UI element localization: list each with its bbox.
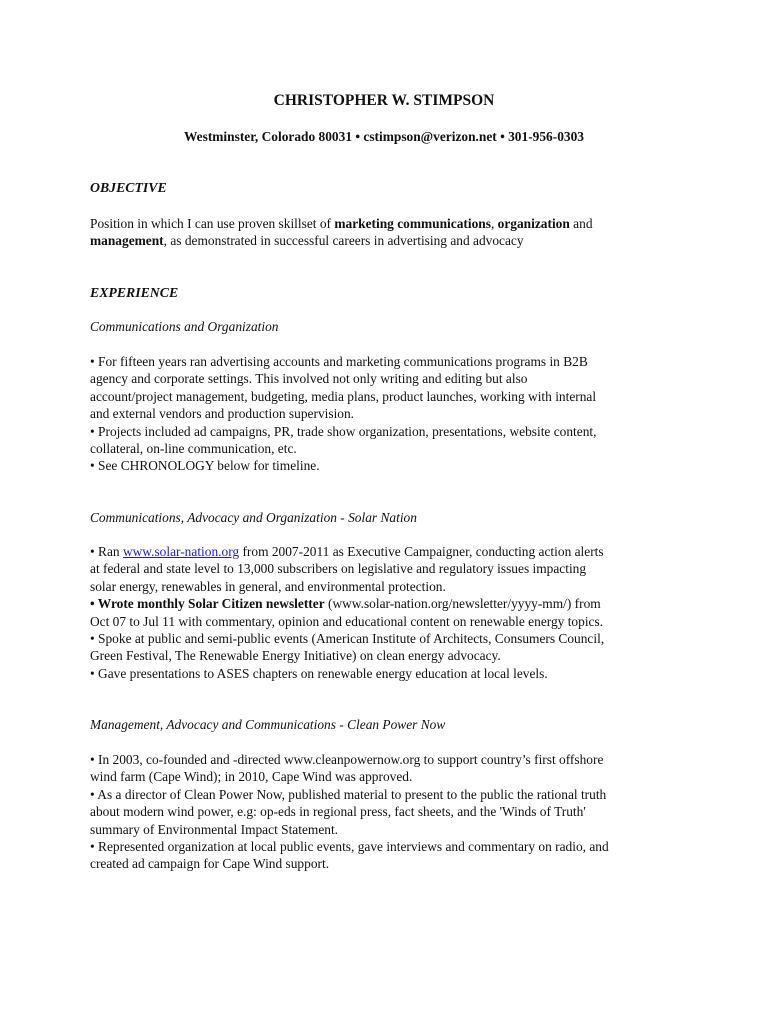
section-2-title: Communications, Advocacy and Organization - Solar Nation <box>90 510 417 525</box>
list-item: • As a director of Clean Power Now, published material to present to the public the rational truth <box>90 786 607 802</box>
list-item: Oct 07 to Jul 11 with commentary, opinion and educational content on renewable energy topics. <box>90 613 604 629</box>
section-3-title: Management, Advocacy and Communications - Clean Power Now <box>90 717 446 732</box>
objective-line-1 <box>90 215 690 232</box>
objective-text <box>90 215 690 250</box>
list-item: • See CHRONOLOGY below for timeline. <box>90 458 320 474</box>
objective-bold-3: management <box>90 233 164 249</box>
objective-text-2: , <box>490 216 498 231</box>
list-item: summary of Environmental Impact Statement. <box>90 821 339 837</box>
list-item: and external vendors and production supervision. <box>90 406 355 422</box>
section-3-bullets <box>90 751 690 873</box>
bullet-text: (www.solar-nation.org/newsletter/yyyy-mm/) from <box>324 596 601 612</box>
objective-text-4: , as demonstrated in successful careers in advertising and advocacy <box>163 233 524 249</box>
newsletter-bold: • Wrote monthly Solar Citizen newsletter <box>90 596 325 612</box>
section-2-bullets <box>90 543 690 682</box>
contact-line: Westminster, Colorado 80031 • cstimpson@verizon.net • 301-956-0303 <box>184 129 584 144</box>
objective-line-2 <box>90 232 690 249</box>
list-item <box>90 543 690 560</box>
solar-nation-link[interactable]: www.solar-nation.org <box>122 544 240 559</box>
objective-text-3: and <box>569 216 593 231</box>
list-item: account/project management, budgeting, media plans, product launches, working with internal <box>90 388 597 404</box>
list-item: agency and corporate settings. This involved not only writing and editing but also <box>90 371 528 387</box>
list-item: created ad campaign for Cape Wind support. <box>90 856 330 872</box>
list-item <box>90 595 690 612</box>
list-item: • Gave presentations to ASES chapters on renewable energy education at local levels. <box>90 665 548 681</box>
list-item: • Projects included ad campaigns, PR, trade show organization, presentations, website content, <box>90 423 597 439</box>
list-item: • Spoke at public and semi-public events (American Institute of Architects, Consumers Council, <box>90 631 605 647</box>
objective-text-1: Position in which I can use proven skillset of <box>90 216 335 231</box>
candidate-name: CHRISTOPHER W. STIMPSON <box>273 92 495 109</box>
list-item: collateral, on-line communication, etc. <box>90 441 297 457</box>
list-item: • For fifteen years ran advertising accounts and marketing communications programs in B2B <box>90 354 588 369</box>
bullet-text: from 2007-2011 as Executive Campaigner, conducting action alerts <box>239 544 604 559</box>
objective-bold-2: organization <box>497 216 570 231</box>
list-item: Green Festival, The Renewable Energy Initiative) on clean energy advocacy. <box>90 648 501 664</box>
objective-heading: OBJECTIVE <box>90 180 167 195</box>
list-item: about modern wind power, e.g: op-eds in regional press, fact sheets, and the 'Winds of Truth' <box>90 804 586 820</box>
list-item: wind farm (Cape Wind); in 2010, Cape Wind was approved. <box>90 769 413 785</box>
list-item: at federal and state level to 13,000 subscribers on legislative and regulatory issues impacting <box>90 561 587 577</box>
section-1-bullets <box>90 353 690 475</box>
experience-heading: EXPERIENCE <box>90 285 179 300</box>
list-item: • Represented organization at local public events, gave interviews and commentary on radio, and <box>90 839 609 855</box>
section-1-title: Communications and Organization <box>90 319 279 334</box>
objective-bold-1: marketing communications <box>334 216 491 231</box>
list-item: solar energy, renewables in general, and environmental protection. <box>90 578 446 594</box>
list-item: • In 2003, co-founded and -directed www.cleanpowernow.org to support country’s first offshore <box>90 752 604 767</box>
bullet-prefix: • Ran <box>90 544 123 559</box>
